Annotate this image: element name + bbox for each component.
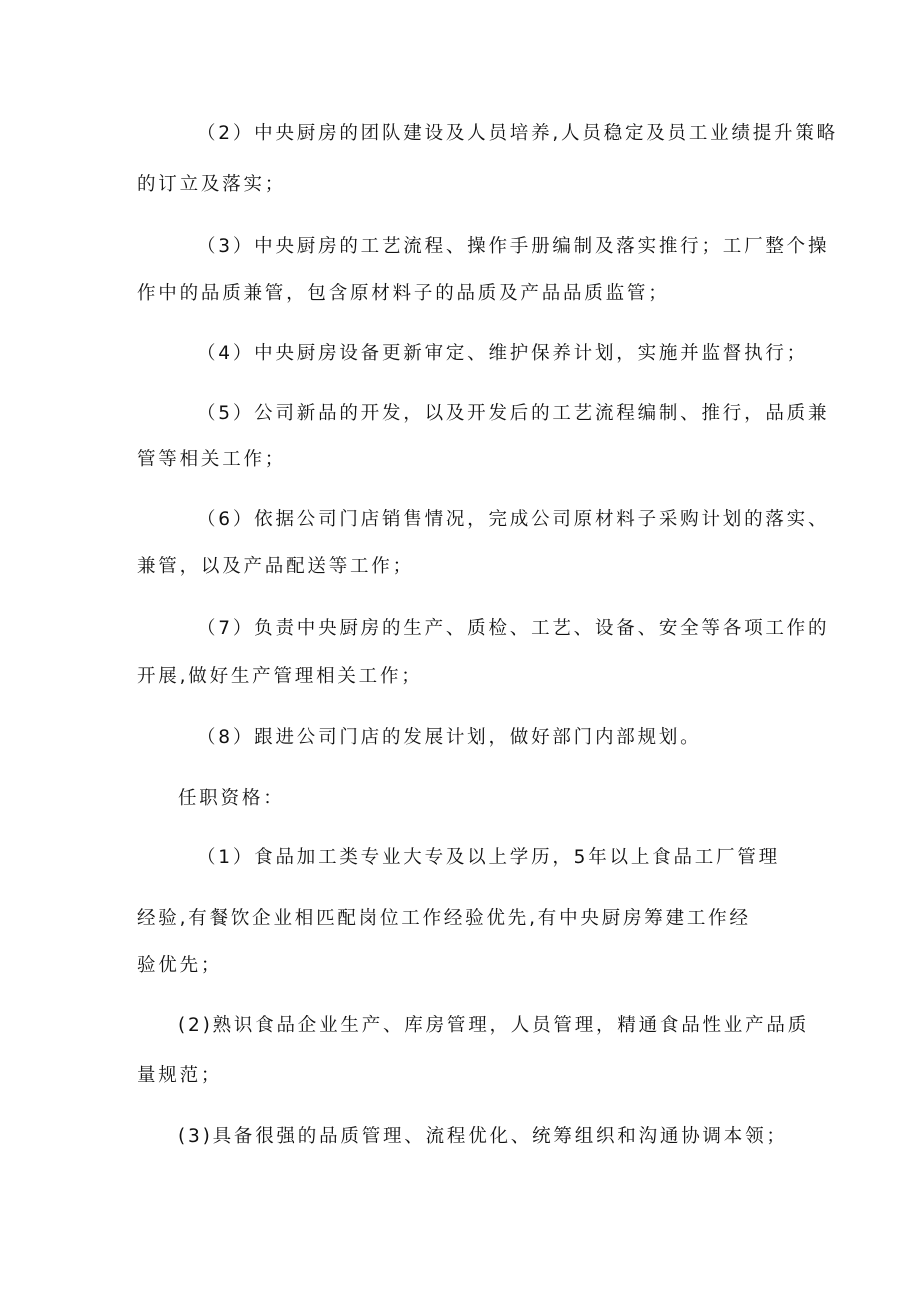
paragraph-5-line-2: 管等相关工作； (137, 449, 287, 470)
paragraph-7-line-2: 开展,做好生产管理相关工作； (137, 666, 423, 687)
qualification-2-line-1: (2)熟识食品企业生产、库房管理，人员管理，精通食品性业产品质 (178, 1015, 810, 1036)
paragraph-3-line-2: 作中的品质兼管，包含原材料子的品质及产品品质监管； (137, 283, 670, 304)
paragraph-6-line-1: （6）依据公司门店销售情况，完成公司原材料子采购计划的落实、 (197, 509, 830, 530)
paragraph-6-line-2: 兼管，以及产品配送等工作； (137, 556, 414, 577)
paragraph-2-line-2: 的订立及落实； (137, 174, 287, 195)
qualification-2-line-2: 量规范； (137, 1065, 223, 1086)
qualification-1-line-3: 验优先； (137, 955, 223, 976)
paragraph-3-line-1: （3）中央厨房的工艺流程、操作手册编制及落实推行；工厂整个操 (197, 236, 830, 257)
qualification-1-line-1: （1）食品加工类专业大专及以上学历，5年以上食品工厂管理 (197, 847, 780, 868)
paragraph-2-line-1: （2）中央厨房的团队建设及人员培养,人员稳定及员工业绩提升策略 (197, 123, 838, 144)
qualification-1-line-2: 经验,有餐饮企业相匹配岗位工作经验优先,有中央厨房筹建工作经 (137, 908, 751, 929)
paragraph-8-line-1: （8）跟进公司门店的发展计划，做好部门内部规划。 (197, 727, 702, 748)
paragraph-5-line-1: （5）公司新品的开发，以及开发后的工艺流程编制、推行，品质兼 (197, 403, 830, 424)
qualification-3-line-1: (3)具备很强的品质管理、流程优化、统筹组织和沟通协调本领； (178, 1126, 788, 1147)
paragraph-7-line-1: （7）负责中央厨房的生产、质检、工艺、设备、安全等各项工作的 (197, 618, 830, 639)
qualifications-heading: 任职资格： (178, 788, 285, 809)
paragraph-4-line-1: （4）中央厨房设备更新审定、维护保养计划，实施并监督执行； (197, 343, 808, 364)
